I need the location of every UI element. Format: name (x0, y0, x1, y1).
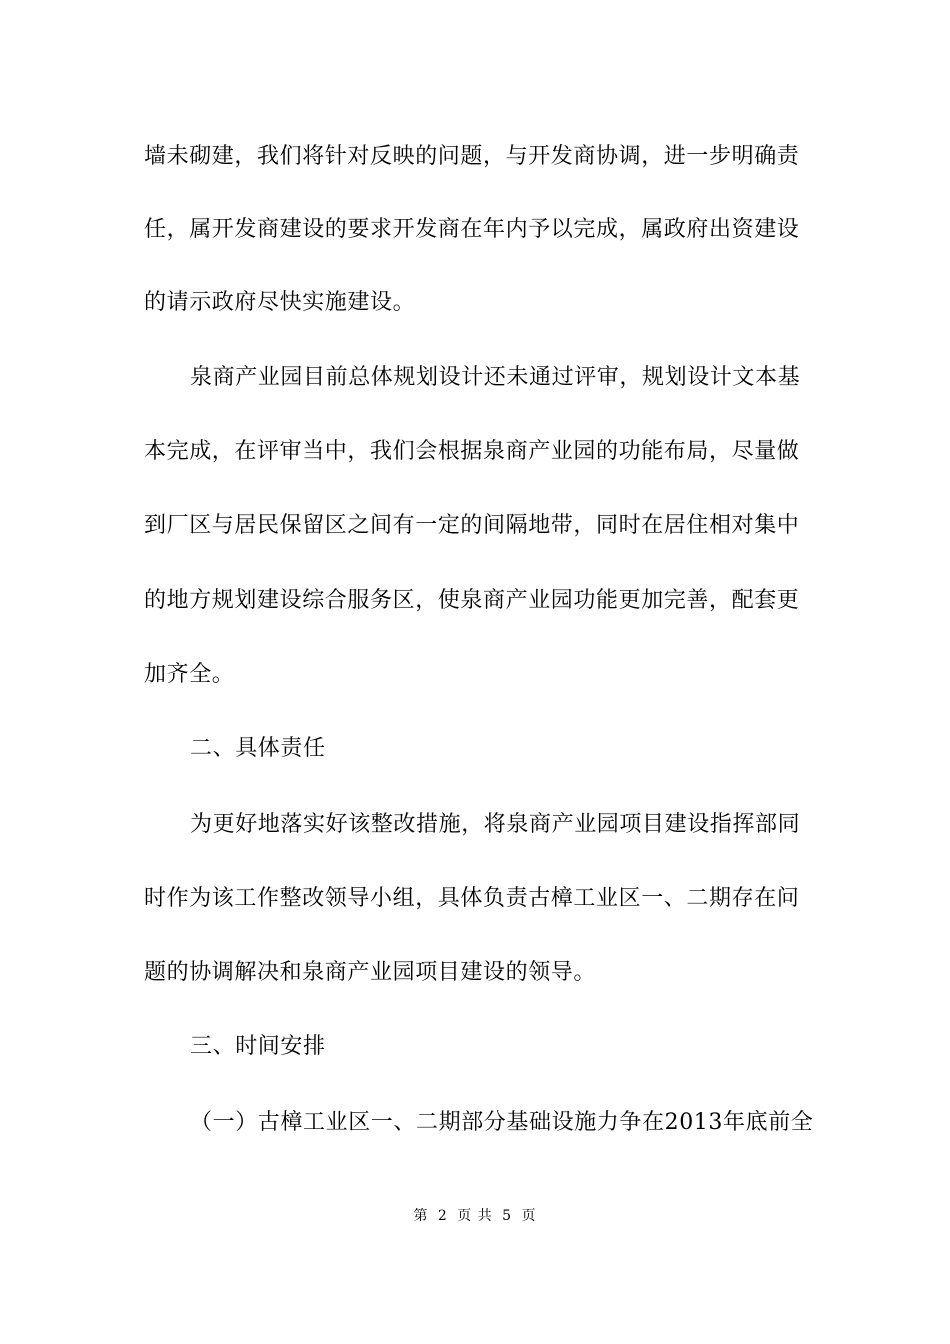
paragraph-1-line-3: 的请示政府尽快实施建设。 (144, 290, 416, 315)
paragraph-2-line-4: 的地方规划建设综合服务区，使泉商产业园功能更加完善，配套更 (144, 588, 800, 613)
section-heading-3: 三、时间安排 (190, 1034, 326, 1059)
paragraph-2-line-2: 本完成，在评审当中，我们会根据泉商产业园的功能布局，尽量做 (144, 439, 800, 464)
paragraph-1-line-2: 任，属开发商建设的要求开发商在年内予以完成，属政府出资建设 (144, 217, 800, 242)
paragraph-3-line-2: 时作为该工作整改领导小组，具体负责古樟工业区一、二期存在问 (144, 886, 800, 911)
footer-middle: 页 共 (457, 1208, 493, 1224)
section-heading-2: 二、具体责任 (190, 736, 326, 761)
page-number-footer (0, 1207, 950, 1225)
paragraph-1-line-1: 墙未砌建，我们将针对反映的问题，与开发商协调，进一步明确责 (144, 144, 800, 169)
paragraph-2-line-3: 到厂区与居民保留区之间有一定的间隔地带，同时在居住相对集中 (144, 513, 800, 538)
paragraph-3-line-1: 为更好地落实好该整改措施，将泉商产业园项目建设指挥部同 (190, 812, 801, 837)
paragraph-2-line-5: 加齐全。 (144, 662, 235, 687)
footer-current-page: 2 (437, 1208, 448, 1224)
paragraph-2-line-1: 泉商产业园目前总体规划设计还未通过评审，规划设计文本基 (190, 365, 801, 390)
footer-prefix: 第 (413, 1208, 429, 1224)
paragraph-3-line-3: 题的协调解决和泉商产业园项目建设的领导。 (144, 960, 597, 985)
footer-suffix: 页 (521, 1208, 537, 1224)
footer-total-pages: 5 (502, 1208, 513, 1224)
paragraph-4-line-1: （一）古樟工业区一、二期部分基础设施力争在2013年底前全 (190, 1110, 814, 1135)
